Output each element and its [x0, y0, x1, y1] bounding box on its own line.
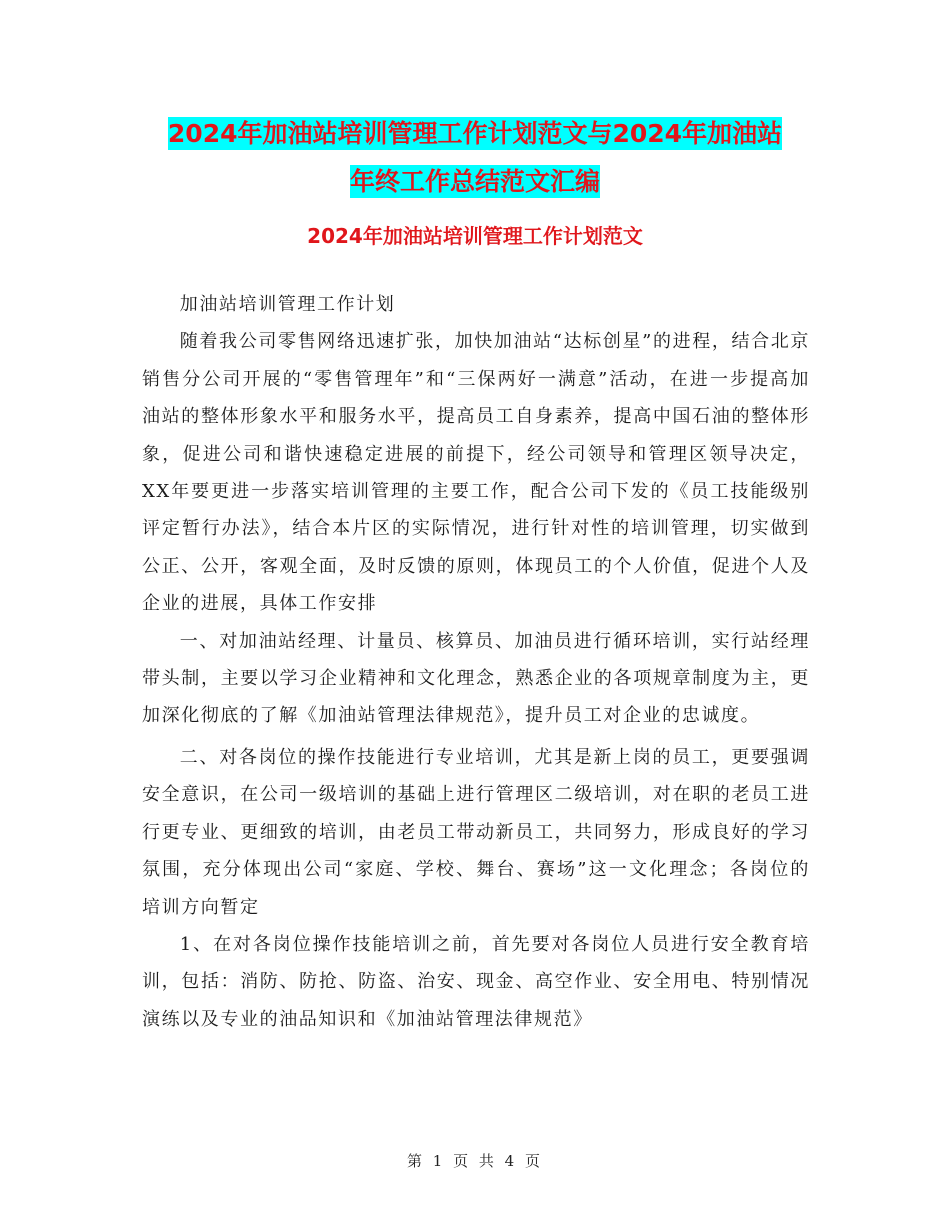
document-title	[0, 110, 950, 206]
document-body	[142, 286, 810, 1038]
paragraph-subtitle: 加油站培训管理工作计划	[179, 294, 396, 315]
page-number-footer: 第 1 页 共 4 页	[407, 1152, 543, 1170]
paragraph-intro: 随着我公司零售网络迅速扩张，加快加油站“达标创星”的进程，结合北京销售分公司开展的“零售管理年”和“三保两好一满意”活动，在进一步提高加油站的整体形象水平和服务水平，提高员工自身素养，提高中国石油的整体形象，促进公司和谐快速稳定进展的前提下，经公司领导和管理区领导决定，XX年要更进一步落实培训管理的主要工作，配合公司下发的《员工技能级别评定暂行办法》，结合本片区的实际情况，进行针对性的培训管理，切实做到公正、公开，客观全面，及时反馈的原则，体现员工的个人价值，促进个人及企业的进展，具体工作安排	[142, 331, 810, 615]
section-title: 2024年加油站培训管理工作计划范文	[307, 224, 643, 248]
paragraph-sub-item-1: 1、在对各岗位操作技能培训之前，首先要对各岗位人员进行安全教育培训，包括：消防、防抢、防盗、治安、现金、高空作业、安全用电、特别情况演练以及专业的油品知识和《加油站管理法律规范》	[142, 933, 810, 1030]
paragraph-item-2: 二、对各岗位的操作技能进行专业培训，尤其是新上岗的员工，更要强调安全意识，在公司一级培训的基础上进行管理区二级培训，对在职的老员工进行更专业、更细致的培训，由老员工带动新员工，共同努力，形成良好的学习氛围，充分体现出公司“家庭、学校、舞台、赛场”这一文化理念；各岗位的培训方向暂定	[142, 746, 810, 918]
paragraph-item-1: 一、对加油站经理、计量员、核算员、加油员进行循环培训，实行站经理带头制，主要以学习企业精神和文化理念，熟悉企业的各项规章制度为主，更加深化彻底的了解《加油站管理法律规范》，提升员工对企业的忠诚度。	[142, 630, 810, 727]
title-line-1: 2024年加油站培训管理工作计划范文与2024年加油站	[167, 119, 783, 148]
title-line-2: 年终工作总结范文汇编	[349, 167, 600, 196]
